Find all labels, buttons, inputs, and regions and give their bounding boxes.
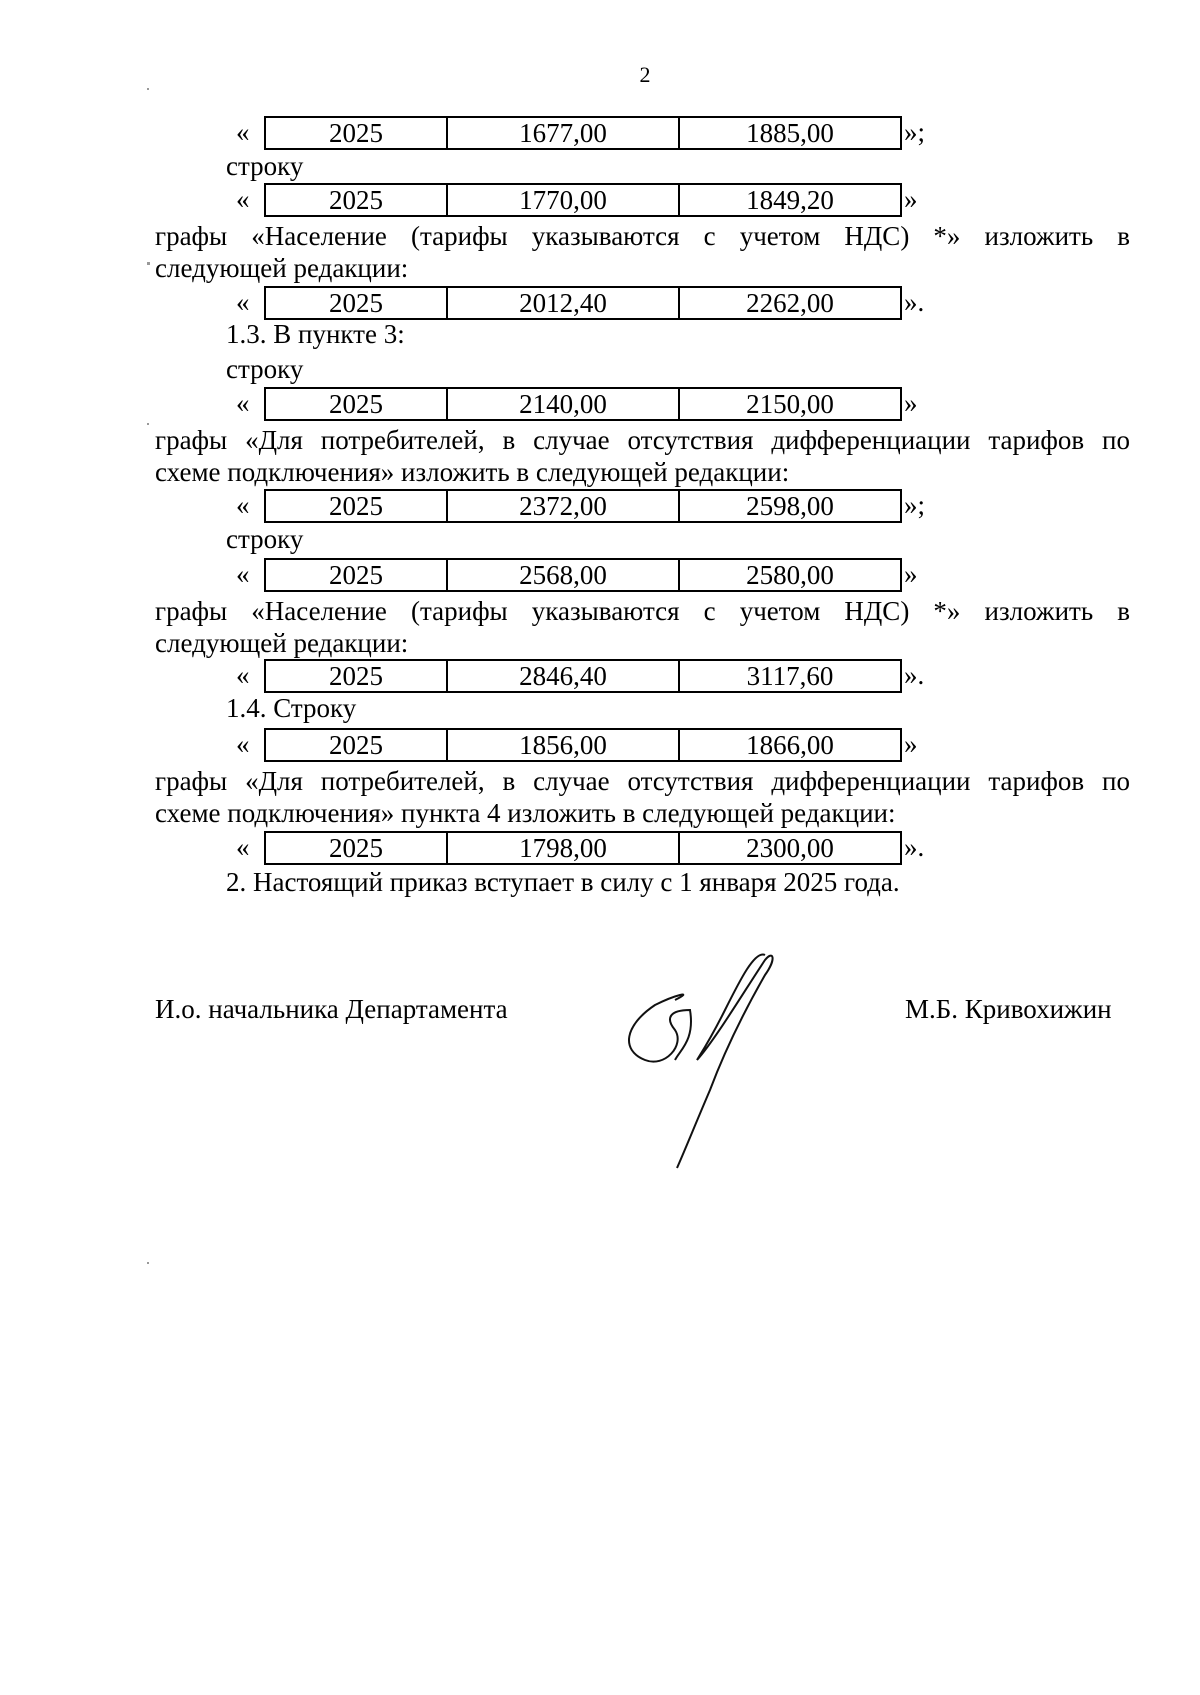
section-1-4: 1.4. Строку xyxy=(226,693,357,723)
tariff-table xyxy=(264,728,902,762)
open-quote: « xyxy=(236,559,250,589)
value-cell-1: 2372,00 xyxy=(446,491,678,521)
value-cell-1: 1798,00 xyxy=(446,833,678,863)
year-cell: 2025 xyxy=(329,185,383,215)
value-cell-2: 2598,00 xyxy=(678,491,900,521)
close-quote: ». xyxy=(904,660,925,690)
close-quote: ». xyxy=(904,832,925,862)
page-number: 2 xyxy=(639,62,651,87)
close-quote: »; xyxy=(904,117,926,147)
stroku-label: строку xyxy=(226,151,304,181)
tariff-table xyxy=(264,831,902,865)
grafy-naselenie-text: графы «Население (тарифы указываются с учетом НДС) *» изложить в xyxy=(155,596,1130,626)
close-quote: » xyxy=(904,184,918,214)
year-cell: 2025 xyxy=(329,491,383,521)
year-cell: 2025 xyxy=(329,288,383,318)
open-quote: « xyxy=(236,660,250,690)
value-cell-2: 2300,00 xyxy=(678,833,900,863)
tariff-table xyxy=(264,183,902,217)
skheme-text-1: схеме подключения» изложить в следующей редакции: xyxy=(155,457,790,487)
year-cell: 2025 xyxy=(329,118,383,148)
value-cell-2: 3117,60 xyxy=(678,661,900,691)
value-cell-1: 2012,40 xyxy=(446,288,678,318)
scan-mark xyxy=(147,262,150,265)
close-quote: » xyxy=(904,559,918,589)
close-quote: »; xyxy=(904,490,926,520)
sleduyushchey-text: следующей редакции: xyxy=(155,628,409,658)
close-quote: » xyxy=(904,729,918,759)
value-cell-2: 1866,00 xyxy=(678,730,900,760)
tariff-table xyxy=(264,558,902,592)
value-cell-2: 2150,00 xyxy=(678,389,900,419)
stroku-label: строку xyxy=(226,524,304,554)
signatory-position: И.о. начальника Департамента xyxy=(155,994,508,1024)
skheme-text-2: схеме подключения» пункта 4 изложить в следующей редакции: xyxy=(155,798,896,828)
sleduyushchey-text: следующей редакции: xyxy=(155,253,409,283)
year-cell: 2025 xyxy=(329,661,383,691)
section-2: 2. Настоящий приказ вступает в силу с 1 января 2025 года. xyxy=(226,867,900,897)
signatory-name: М.Б. Кривохижин xyxy=(905,994,1112,1024)
open-quote: « xyxy=(236,388,250,418)
value-cell-1: 1856,00 xyxy=(446,730,678,760)
year-cell: 2025 xyxy=(329,833,383,863)
value-cell-1: 1677,00 xyxy=(446,118,678,148)
close-quote: » xyxy=(904,388,918,418)
open-quote: « xyxy=(236,287,250,317)
value-cell-2: 1849,20 xyxy=(678,185,900,215)
section-1-3: 1.3. В пункте 3: xyxy=(226,319,405,349)
value-cell-1: 2568,00 xyxy=(446,560,678,590)
tariff-table xyxy=(264,286,902,320)
close-quote: ». xyxy=(904,287,925,317)
year-cell: 2025 xyxy=(329,730,383,760)
tariff-table xyxy=(264,659,902,693)
open-quote: « xyxy=(236,184,250,214)
scan-mark xyxy=(147,1262,149,1264)
open-quote: « xyxy=(236,490,250,520)
open-quote: « xyxy=(236,729,250,759)
value-cell-2: 2580,00 xyxy=(678,560,900,590)
grafy-potrebiteli-text: графы «Для потребителей, в случае отсутствия дифференциации тарифов по xyxy=(155,766,1130,796)
handwritten-signature xyxy=(615,950,785,1170)
tariff-table xyxy=(264,116,902,150)
grafy-potrebiteli-text: графы «Для потребителей, в случае отсутствия дифференциации тарифов по xyxy=(155,425,1130,455)
open-quote: « xyxy=(236,117,250,147)
tariff-table xyxy=(264,489,902,523)
year-cell: 2025 xyxy=(329,560,383,590)
value-cell-1: 1770,00 xyxy=(446,185,678,215)
stroku-label: строку xyxy=(226,354,304,384)
scan-mark xyxy=(147,88,149,90)
value-cell-2: 2262,00 xyxy=(678,288,900,318)
open-quote: « xyxy=(236,832,250,862)
tariff-table xyxy=(264,387,902,421)
year-cell: 2025 xyxy=(329,389,383,419)
scan-mark xyxy=(147,423,149,425)
value-cell-1: 2846,40 xyxy=(446,661,678,691)
value-cell-2: 1885,00 xyxy=(678,118,900,148)
value-cell-1: 2140,00 xyxy=(446,389,678,419)
grafy-naselenie-text: графы «Население (тарифы указываются с учетом НДС) *» изложить в xyxy=(155,221,1130,251)
